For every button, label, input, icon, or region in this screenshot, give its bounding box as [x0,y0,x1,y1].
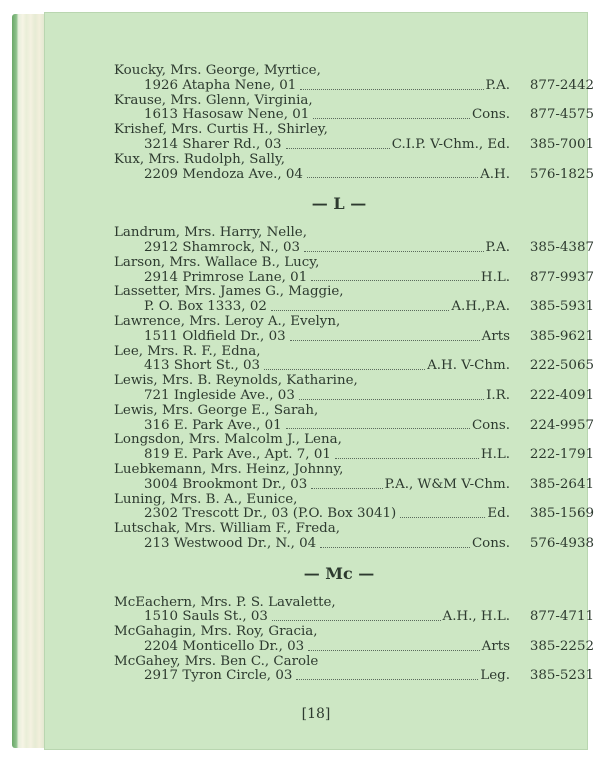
entry-affiliation: Cons. [471,107,510,123]
entry-affiliation: P.A. [485,77,510,93]
entry-phone: 385-7001 [529,136,594,152]
entry-address: 1926 Atapha Nene, 01 [144,77,297,93]
entry-name: Landrum, Mrs. Harry, Nelle, [114,225,307,241]
entry-phone: 385-5231 [529,668,594,684]
entry-phone: 222-5065 [529,358,594,374]
entry-detail-line [114,359,594,374]
directory-entry [114,153,594,183]
entry-phone: 222-4091 [529,387,594,403]
entry-affiliation: A.H. V-Chm. [427,358,510,374]
dot-leader [290,340,480,341]
entry-affiliation: P.A. [485,239,510,255]
entry-affiliation: Arts [481,638,510,654]
book-page-edges [12,14,48,748]
entry-phone: 576-1825 [529,166,594,182]
directory-entry [114,522,594,552]
section-heading: — L — [311,194,367,214]
directory-entry [114,655,594,685]
entry-address: 1510 Sauls St., 03 [144,609,268,625]
directory-entry [114,123,594,153]
directory-entry [114,64,594,94]
directory-entry [114,256,594,286]
dot-leader [308,650,479,651]
entry-name: McGahey, Mrs. Ben C., Carole [114,653,319,669]
entry-affiliation: Cons. [471,535,510,551]
entry-name: McGahagin, Mrs. Roy, Gracia, [114,624,318,640]
directory-entries [114,64,594,684]
directory-page [44,12,594,750]
directory-entry [114,285,594,315]
directory-entry [114,345,594,375]
entry-name: McEachern, Mrs. P. S. Lavalette, [114,594,336,610]
entry-phone: 385-4387 [529,239,594,255]
entry-affiliation: A.H., H.L. [442,609,510,625]
entry-address: 2209 Mendoza Ave., 04 [144,166,303,182]
entry-detail-line [114,108,594,123]
entry-detail-line [114,79,594,94]
section-heading: — Mc — [303,563,375,583]
entry-detail-line [114,389,594,404]
entry-address: 2912 Shamrock, N., 03 [144,239,301,255]
directory-entry [114,463,594,493]
entry-phone: 385-2641 [529,476,594,492]
dot-leader [299,399,484,400]
entry-phone: 877-2442 [529,77,594,93]
entry-phone: 877-4711 [529,609,594,625]
entry-affiliation: H.L. [480,269,510,285]
entry-address: 2914 Primrose Lane, 01 [144,269,308,285]
dot-leader [311,488,382,489]
entry-detail-line [114,330,594,345]
directory-entry [114,315,594,345]
entry-address: 3004 Brookmont Dr., 03 [144,476,308,492]
entry-name: Lewis, Mrs. George E., Sarah, [114,402,319,418]
entry-address: 413 Short St., 03 [144,358,261,374]
entry-phone: 385-9621 [529,328,594,344]
directory-entry [114,493,594,523]
entry-address: 3214 Sharer Rd., 03 [144,136,282,152]
entry-name: Lee, Mrs. R. F., Edna, [114,343,261,359]
entry-detail-line [114,271,594,286]
directory-entry [114,596,594,626]
entry-address: 1511 Oldfield Dr., 03 [144,328,286,344]
entry-address: 819 E. Park Ave., Apt. 7, 01 [144,447,331,463]
dot-leader [335,458,479,459]
entry-detail-line [114,419,594,434]
dot-leader [300,89,483,90]
entry-affiliation: C.I.P. V-Chm., Ed. [391,136,510,152]
entry-phone: 385-2252 [529,638,594,654]
entry-name: Koucky, Mrs. George, Myrtice, [114,63,321,78]
directory-entry [114,374,594,404]
directory-entry [114,625,594,655]
entry-address: 316 E. Park Ave., 01 [144,417,282,433]
entry-phone: 385-1569 [529,506,594,522]
entry-name: Luning, Mrs. B. A., Eunice, [114,491,298,507]
entry-address: P. O. Box 1333, 02 [144,299,267,315]
dot-leader [271,310,450,311]
entry-address: 1613 Hasosaw Nene, 01 [144,107,310,123]
dot-leader [320,547,470,548]
directory-entry [114,404,594,434]
entry-address: 213 Westwood Dr., N., 04 [144,535,317,551]
entry-name: Kux, Mrs. Rudolph, Sally, [114,151,285,167]
entry-phone: 224-9957 [529,417,594,433]
entry-address: 2917 Tyron Circle, 03 [144,668,293,684]
entry-detail-line [114,640,594,655]
entry-detail-line [114,669,594,684]
dot-leader [400,517,485,518]
entry-detail-line [114,610,594,625]
entry-affiliation: H.L. [480,447,510,463]
entry-phone: 222-1791 [529,447,594,463]
entry-affiliation: Cons. [471,417,510,433]
entry-affiliation: Arts [481,328,510,344]
entry-address: 2204 Monticello Dr., 03 [144,638,305,654]
entry-detail-line [114,537,594,552]
entry-detail-line [114,138,594,153]
entry-phone: 576-4938 [529,535,594,551]
entry-name: Lewis, Mrs. B. Reynolds, Katharine, [114,373,358,389]
entry-address: 2302 Trescott Dr., 03 (P.O. Box 3041) [144,506,397,522]
dot-leader [311,280,479,281]
entry-name: Longsdon, Mrs. Malcolm J., Lena, [114,432,342,448]
entry-affiliation: P.A., W&M V-Chm. [384,476,510,492]
entry-phone: 877-4575 [529,107,594,123]
entry-phone: 877-9937 [529,269,594,285]
entry-name: Lawrence, Mrs. Leroy A., Evelyn, [114,313,341,329]
dot-leader [286,428,470,429]
entry-affiliation: Leg. [480,668,510,684]
entry-affiliation: A.H. [480,166,510,182]
dot-leader [286,148,390,149]
page-number: [18] [301,706,331,722]
entry-name: Lutschak, Mrs. William F., Freda, [114,521,340,537]
entry-detail-line [114,300,594,315]
directory-entry [114,226,594,256]
entry-affiliation: A.H.,P.A. [451,299,510,315]
entry-name: Larson, Mrs. Wallace B., Lucy, [114,254,320,270]
dot-leader [296,679,478,680]
directory-book [12,12,594,750]
directory-entry [114,94,594,124]
entry-detail-line [114,478,594,493]
entry-detail-line [114,507,594,522]
entry-affiliation: I.R. [486,387,510,403]
entry-detail-line [114,168,594,183]
entry-name: Krishef, Mrs. Curtis H., Shirley, [114,122,328,138]
dot-leader [272,620,441,621]
entry-address: 721 Ingleside Ave., 03 [144,387,295,403]
entry-affiliation: Ed. [487,506,510,522]
dot-leader [307,177,478,178]
entry-name: Lassetter, Mrs. James G., Maggie, [114,284,344,300]
entry-detail-line [114,241,594,256]
entry-phone: 385-5931 [529,299,594,315]
directory-entry [114,433,594,463]
entry-detail-line [114,448,594,463]
entry-name: Luebkemann, Mrs. Heinz, Johnny, [114,461,344,477]
entry-name: Krause, Mrs. Glenn, Virginia, [114,92,313,108]
dot-leader [313,118,470,119]
dot-leader [264,369,425,370]
dot-leader [304,251,483,252]
